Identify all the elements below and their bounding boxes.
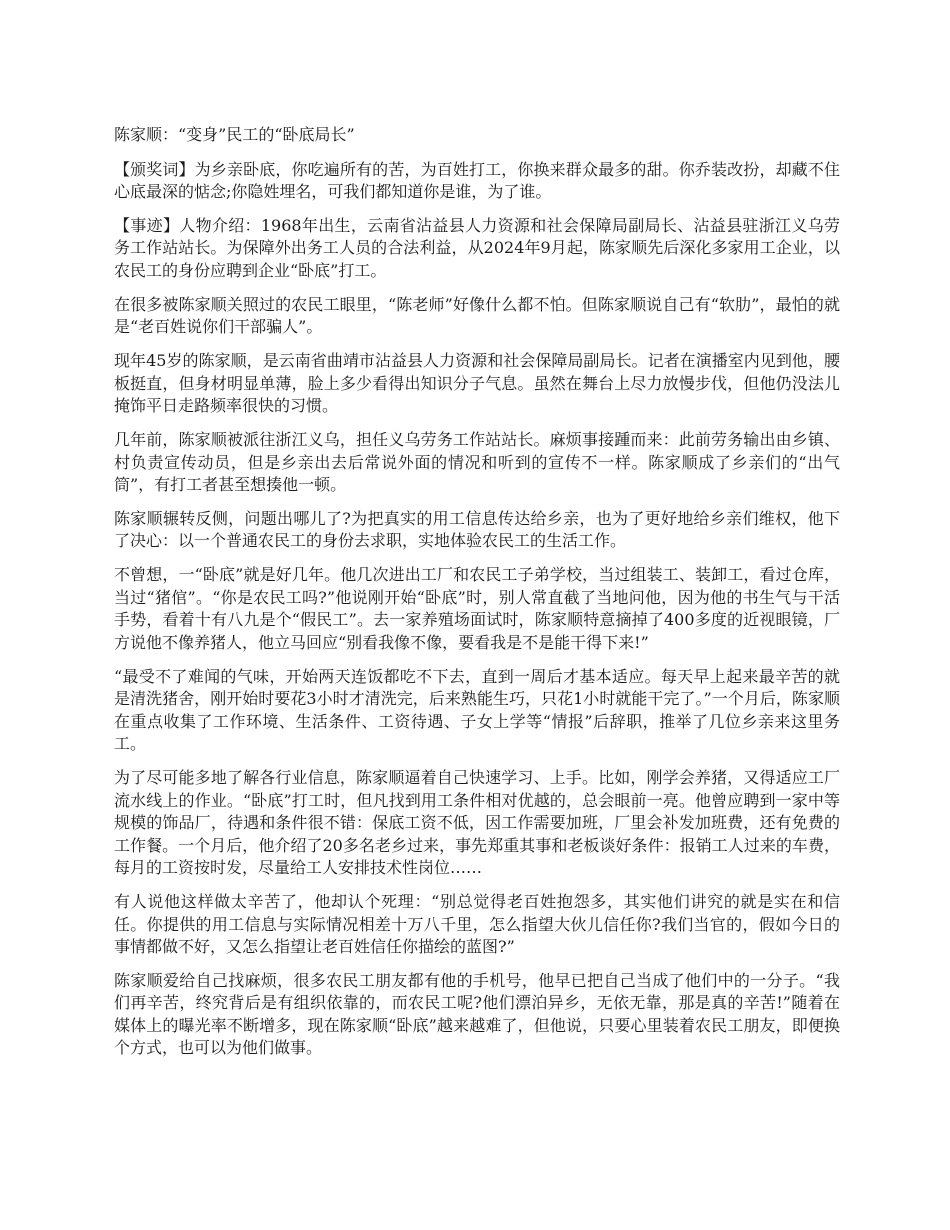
paragraph: 不曾想，一“卧底”就是好几年。他几次进出工厂和农民工子弟学校，当过组装工、装卸工，看过仓库，当过“猪倌”。“你是农民工吗?”他说刚开始“卧底”时，别人常直截了当地问他，因为他的书生气与干活手势，看着十有八九是个“假民工”。去一家养殖场面试时，陈家顺特意摘掉了400多度的近视眼镜，厂方说他不像养猪人，他立马回应“别看我像不像，要看我是不是能干得下来!” — [114, 565, 840, 652]
paragraph-deeds-intro: 【事迹】人物介绍：1968年出生，云南省沾益县人力资源和社会保障局副局长、沾益县驻浙江义乌劳务工作站站长。为保障外出务工人员的合法利益，从2024年9月起，陈家顺先后深化多家用工企业，以农民工的身份应聘到企业“卧底”打工。 — [114, 215, 840, 280]
document-body — [114, 124, 840, 1071]
paragraph: 在很多被陈家顺关照过的农民工眼里，“陈老师”好像什么都不怕。但陈家顺说自己有“软肋”，最怕的就是“老百姓说你们干部骗人”。 — [114, 294, 840, 337]
paragraph: 陈家顺爱给自己找麻烦，很多农民工朋友都有他的手机号，他早已把自己当成了他们中的一分子。“我们再辛苦，终究背后是有组织依靠的，而农民工呢?他们漂泊异乡，无依无靠，那是真的辛苦!”随着在媒体上的曝光率不断增多，现在陈家顺“卧底”越来越难了，但他说，只要心里装着农民工朋友，即便换个方式，也可以为他们做事。 — [114, 970, 840, 1058]
paragraph-award-citation: 【颁奖词】为乡亲卧底，你吃遍所有的苦，为百姓打工，你换来群众最多的甜。你乔装改扮，却藏不住心底最深的惦念;你隐姓埋名，可我们都知道你是谁，为了谁。 — [114, 159, 840, 201]
paragraph: 几年前，陈家顺被派往浙江义乌，担任义乌劳务工作站站长。麻烦事接踵而来：此前劳务输出由乡镇、村负责宣传动员，但是乡亲出去后常说外面的情况和听到的宣传不一样。陈家顺成了乡亲们的“出气筒”，有打工者甚至想揍他一顿。 — [114, 430, 840, 495]
document-title: 陈家顺：“变身”民工的“卧底局长” — [114, 125, 355, 144]
paragraph: 为了尽可能多地了解各行业信息，陈家顺逼着自己快速学习、上手。比如，刚学会养猪，又得适应工厂流水线上的作业。“卧底”打工时，但凡找到用工条件相对优越的，总会眼前一亮。他曾应聘到一家中等规模的饰品厂，待遇和条件很不错：保底工资不低，因工作需要加班，厂里会补发加班费，还有免费的工作餐。一个月后，他介绍了20多名老乡过来，事先郑重其事和老板谈好条件：报销工人过来的车费，每月的工资按时发，尽量给工人安排技术性岗位…… — [114, 768, 840, 878]
paragraph: 有人说他这样做太辛苦了，他却认个死理：“别总觉得老百姓抱怨多，其实他们讲究的就是实在和信任。你提供的用工信息与实际情况相差十万八千里，怎么指望大伙儿信任你?我们当官的，假如今日的事情都做不好，又怎么指望让老百姓信任你描绘的蓝图?” — [114, 892, 840, 957]
paragraph: 现年45岁的陈家顺，是云南省曲靖市沾益县人力资源和社会保障局副局长。记者在演播室内见到他，腰板挺直，但身材明显单薄，脸上多少看得出知识分子气息。虽然在舞台上尽力放慢步伐，但他仍没法儿掩饰平日走路频率很快的习惯。 — [114, 351, 840, 416]
paragraph: “最受不了难闻的气味，开始两天连饭都吃不下去，直到一周后才基本适应。每天早上起来最辛苦的就是清洗猪舍，刚开始时要花3小时才清洗完，后来熟能生巧，只花1小时就能干完了。”一个月后，陈家顺在重点收集了工作环境、生活条件、工资待遇、子女上学等“情报”后辞职，推举了几位乡亲来这里务工。 — [114, 666, 840, 754]
paragraph: 陈家顺辗转反侧，问题出哪儿了?为把真实的用工信息传达给乡亲，也为了更好地给乡亲们维权，他下了决心：以一个普通农民工的身份去求职，实地体验农民工的生活工作。 — [114, 508, 840, 551]
